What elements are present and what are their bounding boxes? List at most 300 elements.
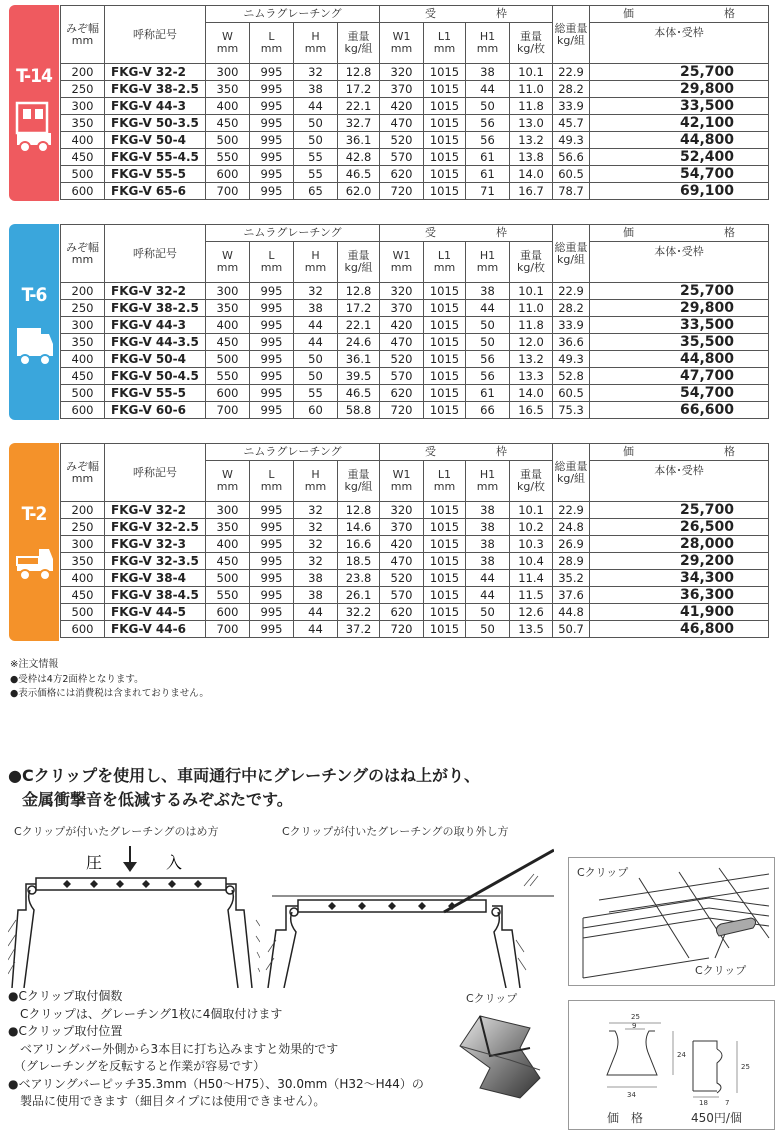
table-cell: 12.8: [338, 64, 380, 81]
column-header: 受 枠: [380, 225, 553, 242]
table-cell: 66: [466, 402, 510, 419]
column-header: 呼称記号: [105, 225, 206, 283]
table-cell: 700: [206, 621, 250, 638]
table-cell: 1015: [424, 283, 466, 300]
spec-table: [60, 224, 769, 419]
table-cell: 450: [206, 553, 250, 570]
table-cell: 56.6: [553, 149, 590, 166]
table-cell: 570: [380, 587, 424, 604]
table-row: [61, 334, 769, 351]
spec-section-t-2: [9, 443, 777, 641]
table-cell: 500: [206, 570, 250, 587]
table-cell: 350: [206, 81, 250, 98]
table-cell: 61: [466, 166, 510, 183]
table-cell: 61: [466, 385, 510, 402]
table-cell: 570: [380, 368, 424, 385]
column-header: 本体･受枠: [590, 23, 769, 64]
table-cell: 995: [250, 300, 294, 317]
table-cell: 38: [294, 587, 338, 604]
table-cell: 995: [250, 553, 294, 570]
table-row: [61, 402, 769, 419]
table-cell: 1015: [424, 183, 466, 200]
column-header: 価 格: [590, 225, 769, 242]
table-cell: 250: [61, 519, 105, 536]
table-cell: 16.5: [510, 402, 553, 419]
clip-dimension-frame: [568, 1000, 775, 1130]
table-row: [61, 587, 769, 604]
table-cell: 38: [466, 553, 510, 570]
table-cell: 470: [380, 115, 424, 132]
table-cell: 62.0: [338, 183, 380, 200]
table-cell: 38: [294, 300, 338, 317]
clip-label-top: Cクリップ: [577, 866, 629, 879]
install-diagram: [8, 840, 260, 988]
grating-perspective-drawing: [569, 858, 774, 985]
table-row: [61, 553, 769, 570]
table-cell: 22.9: [553, 502, 590, 519]
table-cell: 37.2: [338, 621, 380, 638]
dim-label: 9: [632, 1022, 637, 1030]
table-cell: 10.3: [510, 536, 553, 553]
table-cell: 470: [380, 553, 424, 570]
notes-title: ※注文情報: [10, 659, 59, 670]
table-cell: 370: [380, 81, 424, 98]
column-header: 重量 kg/組: [338, 461, 380, 502]
column-header: H1 mm: [466, 23, 510, 64]
table-cell: 720: [380, 183, 424, 200]
table-cell: 200: [61, 502, 105, 519]
table-cell: 500: [61, 166, 105, 183]
table-cell: 420: [380, 317, 424, 334]
table-cell: 52.8: [553, 368, 590, 385]
table-cell: 22.1: [338, 317, 380, 334]
table-cell: 1015: [424, 604, 466, 621]
table-cell: 49.3: [553, 351, 590, 368]
dim-label: 25: [741, 1063, 750, 1071]
table-cell: 995: [250, 604, 294, 621]
table-cell: 350: [206, 300, 250, 317]
table-cell: 620: [380, 604, 424, 621]
table-cell: 50: [466, 98, 510, 115]
price-cell: 69,100: [590, 183, 769, 200]
table-cell: 44: [466, 570, 510, 587]
table-cell: 50: [466, 621, 510, 638]
load-class-tab: [9, 224, 59, 420]
table-cell: 995: [250, 621, 294, 638]
table-cell: 13.5: [510, 621, 553, 638]
table-cell: 12.8: [338, 283, 380, 300]
table-cell: 14.6: [338, 519, 380, 536]
column-header: W1 mm: [380, 461, 424, 502]
table-cell: 995: [250, 81, 294, 98]
table-row: [61, 317, 769, 334]
table-cell: 44: [466, 587, 510, 604]
table-cell: 600: [206, 604, 250, 621]
dim-label: 7: [725, 1099, 730, 1105]
price-cell: 29,800: [590, 81, 769, 98]
dim-label: 24: [677, 1051, 686, 1059]
load-class-tab: [9, 5, 59, 201]
table-cell: 450: [61, 149, 105, 166]
table-cell: 600: [61, 621, 105, 638]
table-cell: 520: [380, 351, 424, 368]
notes-item: ●表示価格には消費税は含まれておりません。: [10, 688, 209, 699]
table-row: [61, 98, 769, 115]
table-cell: 44: [294, 621, 338, 638]
table-cell: 500: [206, 351, 250, 368]
table-cell: 450: [61, 368, 105, 385]
table-cell: 350: [61, 334, 105, 351]
table-cell: 36.1: [338, 132, 380, 149]
table-cell: 400: [206, 317, 250, 334]
table-row: [61, 604, 769, 621]
table-cell: 300: [61, 98, 105, 115]
dim-label: 34: [627, 1091, 636, 1099]
column-header: 総重量 kg/組: [553, 6, 590, 64]
table-cell: 13.3: [510, 368, 553, 385]
price-cell: 44,800: [590, 132, 769, 149]
table-row: [61, 502, 769, 519]
table-cell: 1015: [424, 149, 466, 166]
column-header: W mm: [206, 23, 250, 64]
table-cell: 55: [294, 385, 338, 402]
table-cell: 50: [466, 334, 510, 351]
column-header: 呼称記号: [105, 444, 206, 502]
model-cell: FKG-V 38-2.5: [105, 300, 206, 317]
table-cell: 450: [61, 587, 105, 604]
table-cell: 1015: [424, 166, 466, 183]
table-cell: 995: [250, 368, 294, 385]
table-cell: 44: [466, 81, 510, 98]
price-cell: 44,800: [590, 351, 769, 368]
table-row: [61, 570, 769, 587]
table-cell: 28.2: [553, 300, 590, 317]
remove-caption: Cクリップが付いたグレーチングの取り外し方: [282, 825, 509, 838]
table-cell: 38: [466, 519, 510, 536]
table-cell: 75.3: [553, 402, 590, 419]
table-cell: 44.8: [553, 604, 590, 621]
column-header: 重量 kg/枚: [510, 23, 553, 64]
table-cell: 995: [250, 402, 294, 419]
table-cell: 60.5: [553, 385, 590, 402]
table-cell: 32: [294, 502, 338, 519]
table-cell: 500: [206, 132, 250, 149]
column-header: 受 枠: [380, 444, 553, 461]
load-class-tab: [9, 443, 59, 641]
model-cell: FKG-V 65-6: [105, 183, 206, 200]
spec-section-t-14: [9, 5, 777, 201]
table-row: [61, 283, 769, 300]
model-cell: FKG-V 32-3.5: [105, 553, 206, 570]
model-cell: FKG-V 55-5: [105, 385, 206, 402]
table-cell: 56: [466, 132, 510, 149]
table-cell: 300: [206, 64, 250, 81]
table-cell: 32.2: [338, 604, 380, 621]
model-cell: FKG-V 32-2.5: [105, 519, 206, 536]
table-cell: 50: [294, 132, 338, 149]
column-header: W1 mm: [380, 23, 424, 64]
price-cell: 41,900: [590, 604, 769, 621]
table-cell: 995: [250, 98, 294, 115]
spec-section-t-6: [9, 224, 777, 420]
table-row: [61, 368, 769, 385]
table-row: [61, 300, 769, 317]
table-cell: 44: [294, 98, 338, 115]
table-cell: 33.9: [553, 317, 590, 334]
table-cell: 320: [380, 283, 424, 300]
table-cell: 11.8: [510, 317, 553, 334]
column-header: 重量 kg/組: [338, 242, 380, 283]
table-cell: 50: [294, 368, 338, 385]
model-cell: FKG-V 44-3.5: [105, 334, 206, 351]
table-cell: 22.9: [553, 64, 590, 81]
table-cell: 400: [206, 98, 250, 115]
column-header: ニムラグレーチング: [206, 6, 380, 23]
table-cell: 17.2: [338, 81, 380, 98]
price-cell: 29,200: [590, 553, 769, 570]
table-cell: 300: [206, 502, 250, 519]
column-header: L mm: [250, 461, 294, 502]
model-cell: FKG-V 44-6: [105, 621, 206, 638]
model-cell: FKG-V 44-3: [105, 98, 206, 115]
model-cell: FKG-V 55-4.5: [105, 149, 206, 166]
table-cell: 995: [250, 166, 294, 183]
table-cell: 11.0: [510, 300, 553, 317]
table-cell: 350: [61, 553, 105, 570]
table-cell: 470: [380, 334, 424, 351]
table-cell: 600: [206, 385, 250, 402]
table-cell: 55: [294, 166, 338, 183]
down-arrow-icon: [123, 846, 137, 872]
table-cell: 300: [61, 536, 105, 553]
table-row: [61, 536, 769, 553]
clip-usage-bullets: [8, 988, 424, 1111]
table-cell: 13.2: [510, 132, 553, 149]
table-cell: 1015: [424, 536, 466, 553]
table-cell: 13.8: [510, 149, 553, 166]
table-cell: 50: [466, 604, 510, 621]
clip-dimension-drawing: [569, 1001, 774, 1105]
table-row: [61, 385, 769, 402]
column-header: 重量 kg/枚: [510, 461, 553, 502]
table-cell: 995: [250, 536, 294, 553]
table-cell: 32: [294, 536, 338, 553]
table-cell: 1015: [424, 519, 466, 536]
table-row: [61, 621, 769, 638]
column-header: 重量 kg/組: [338, 23, 380, 64]
price-cell: 47,700: [590, 368, 769, 385]
table-cell: 550: [206, 368, 250, 385]
table-row: [61, 351, 769, 368]
clip-photo-label: Cクリップ: [466, 992, 518, 1005]
table-cell: 300: [206, 283, 250, 300]
table-cell: 520: [380, 132, 424, 149]
table-cell: 995: [250, 502, 294, 519]
table-cell: 450: [206, 115, 250, 132]
column-header: 本体･受枠: [590, 242, 769, 283]
table-cell: 600: [61, 183, 105, 200]
table-cell: 45.7: [553, 115, 590, 132]
bullet-text: Cクリップは、グレーチング1枚に4個取付けます: [20, 1006, 283, 1021]
table-cell: 1015: [424, 502, 466, 519]
table-cell: 50: [294, 115, 338, 132]
table-cell: 1015: [424, 132, 466, 149]
column-header: L mm: [250, 23, 294, 64]
price-cell: 26,500: [590, 519, 769, 536]
load-class-code: T-2: [21, 503, 47, 525]
model-cell: FKG-V 50-4: [105, 351, 206, 368]
column-header: 呼称記号: [105, 6, 206, 64]
model-cell: FKG-V 32-2: [105, 283, 206, 300]
table-cell: 200: [61, 283, 105, 300]
column-header: L mm: [250, 242, 294, 283]
column-header: H mm: [294, 23, 338, 64]
table-cell: 350: [206, 519, 250, 536]
model-cell: FKG-V 44-5: [105, 604, 206, 621]
price-cell: 36,300: [590, 587, 769, 604]
table-cell: 720: [380, 621, 424, 638]
bullet-heading: ●Cクリップ取付位置: [8, 1024, 123, 1038]
notes-item: ●受枠は4方2面枠となります。: [10, 674, 144, 685]
table-cell: 13.2: [510, 351, 553, 368]
load-class-code: T-6: [21, 284, 47, 306]
price-cell: 33,500: [590, 317, 769, 334]
table-cell: 46.5: [338, 166, 380, 183]
table-cell: 370: [380, 300, 424, 317]
table-cell: 44: [294, 604, 338, 621]
table-cell: 38: [466, 64, 510, 81]
load-class-code: T-14: [16, 65, 52, 87]
table-row: [61, 519, 769, 536]
truck-small-icon: [15, 543, 55, 583]
column-header: 総重量 kg/組: [553, 444, 590, 502]
clip-price-value: 450円/個: [691, 1111, 742, 1125]
table-cell: 995: [250, 283, 294, 300]
table-cell: 42.8: [338, 149, 380, 166]
table-cell: 10.2: [510, 519, 553, 536]
table-cell: 600: [206, 166, 250, 183]
table-cell: 16.6: [338, 536, 380, 553]
model-cell: FKG-V 50-3.5: [105, 115, 206, 132]
table-cell: 10.1: [510, 64, 553, 81]
table-cell: 32: [294, 64, 338, 81]
table-row: [61, 149, 769, 166]
column-header: 本体･受枠: [590, 461, 769, 502]
table-cell: 58.8: [338, 402, 380, 419]
table-cell: 500: [61, 385, 105, 402]
model-cell: FKG-V 55-5: [105, 166, 206, 183]
table-cell: 32: [294, 519, 338, 536]
table-cell: 995: [250, 149, 294, 166]
table-cell: 32: [294, 553, 338, 570]
price-cell: 42,100: [590, 115, 769, 132]
spec-table: [60, 5, 769, 200]
table-cell: 320: [380, 64, 424, 81]
column-header: W mm: [206, 461, 250, 502]
table-cell: 56: [466, 115, 510, 132]
truck-large-icon: [15, 99, 55, 155]
table-cell: 50: [466, 317, 510, 334]
table-cell: 1015: [424, 64, 466, 81]
table-cell: 38: [466, 283, 510, 300]
table-cell: 35.2: [553, 570, 590, 587]
price-cell: 28,000: [590, 536, 769, 553]
spec-table: [60, 443, 769, 638]
table-cell: 18.5: [338, 553, 380, 570]
table-cell: 46.5: [338, 385, 380, 402]
table-cell: 1015: [424, 368, 466, 385]
table-cell: 995: [250, 317, 294, 334]
table-cell: 24.6: [338, 334, 380, 351]
table-cell: 400: [61, 570, 105, 587]
table-cell: 1015: [424, 317, 466, 334]
model-cell: FKG-V 38-2.5: [105, 81, 206, 98]
table-cell: 620: [380, 385, 424, 402]
price-cell: 66,600: [590, 402, 769, 419]
table-cell: 1015: [424, 587, 466, 604]
lead-text: [8, 764, 480, 812]
table-cell: 995: [250, 115, 294, 132]
remove-diagram: [262, 840, 554, 988]
model-cell: FKG-V 60-6: [105, 402, 206, 419]
model-cell: FKG-V 38-4: [105, 570, 206, 587]
clip-grating-frame: [568, 857, 775, 986]
column-header: 価 格: [590, 6, 769, 23]
bullet-text: ベアリングバー外側から3本目に打ち込みますと効果的です: [20, 1041, 339, 1056]
table-cell: 720: [380, 402, 424, 419]
table-cell: 78.7: [553, 183, 590, 200]
table-cell: 320: [380, 502, 424, 519]
table-row: [61, 166, 769, 183]
table-cell: 600: [61, 402, 105, 419]
table-row: [61, 115, 769, 132]
dim-label: 25: [631, 1013, 640, 1021]
table-cell: 1015: [424, 334, 466, 351]
table-cell: 400: [61, 351, 105, 368]
table-row: [61, 132, 769, 149]
lead-line-2: 金属衝撃音を低減するみぞぶたです。: [22, 790, 293, 809]
table-cell: 995: [250, 351, 294, 368]
bullet-heading: ●ベアリングバーピッチ35.3mm（H50〜H75）、30.0mm（H32〜H44）の: [8, 1076, 424, 1091]
table-cell: 400: [206, 536, 250, 553]
table-cell: 995: [250, 587, 294, 604]
table-cell: 1015: [424, 621, 466, 638]
table-cell: 33.9: [553, 98, 590, 115]
column-header: ニムラグレーチング: [206, 444, 380, 461]
table-cell: 12.8: [338, 502, 380, 519]
bullet-heading: ●Cクリップ取付個数: [8, 989, 123, 1003]
table-cell: 10.4: [510, 553, 553, 570]
table-cell: 995: [250, 334, 294, 351]
table-cell: 1015: [424, 553, 466, 570]
table-cell: 995: [250, 385, 294, 402]
column-header: 総重量 kg/組: [553, 225, 590, 283]
table-cell: 13.0: [510, 115, 553, 132]
table-cell: 350: [61, 115, 105, 132]
table-cell: 550: [206, 587, 250, 604]
order-notes: [10, 657, 209, 701]
table-cell: 1015: [424, 115, 466, 132]
column-header: みぞ幅 mm: [61, 6, 105, 64]
model-cell: FKG-V 32-3: [105, 536, 206, 553]
price-cell: 52,400: [590, 149, 769, 166]
table-cell: 11.8: [510, 98, 553, 115]
table-cell: 14.0: [510, 166, 553, 183]
press-label-a: 圧: [86, 853, 103, 872]
table-cell: 32.7: [338, 115, 380, 132]
table-cell: 550: [206, 149, 250, 166]
table-cell: 60.5: [553, 166, 590, 183]
